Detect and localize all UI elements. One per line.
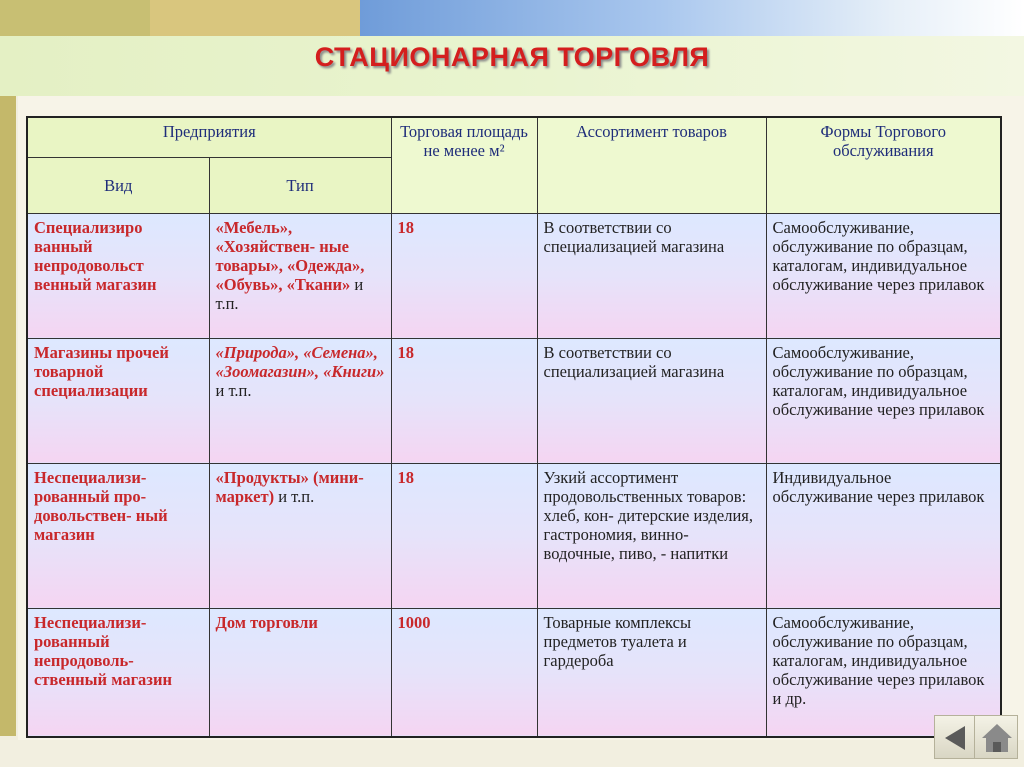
home-button[interactable] bbox=[974, 715, 1018, 759]
cell-assortment: В соответствии со специализацией магазина bbox=[537, 338, 766, 463]
cell-service: Самообслуживание, обслуживание по образцам, каталогам, индивидуальное обслуживание через прилавок bbox=[766, 213, 1001, 338]
cell-area: 18 bbox=[391, 338, 537, 463]
cell-type-suffix: и т.п. bbox=[215, 274, 364, 313]
cell-area: 18 bbox=[391, 463, 537, 608]
left-stripe-decoration bbox=[0, 96, 16, 736]
header-service: Формы Торгового обслуживания bbox=[766, 117, 1001, 213]
page-title: СТАЦИОНАРНАЯ ТОРГОВЛЯ bbox=[314, 42, 710, 72]
top-decoration-tan bbox=[150, 0, 360, 36]
trade-table bbox=[26, 116, 1002, 738]
cell-service: Самообслуживание, обслуживание по образцам, каталогам, индивидуальное обслуживание через прилавок bbox=[766, 338, 1001, 463]
top-decoration-gradient bbox=[360, 0, 1024, 36]
cell-type bbox=[209, 338, 391, 463]
top-decoration-olive bbox=[0, 0, 150, 36]
cell-type bbox=[209, 463, 391, 608]
cell-type-main: «Природа», «Семена», «Зоомагазин», «Книги» bbox=[215, 342, 385, 381]
cell-assortment: В соответствии со специализацией магазина bbox=[537, 213, 766, 338]
table-row bbox=[27, 608, 1001, 737]
cell-type-main: Дом торговли bbox=[215, 612, 318, 632]
cell-assortment: Товарные комплексы предметов туалета и гардероба bbox=[537, 608, 766, 737]
cell-type-suffix: и т.п. bbox=[215, 380, 252, 400]
bottom-decoration bbox=[0, 740, 1024, 767]
header-assortment: Ассортимент товаров bbox=[537, 117, 766, 213]
cell-type-suffix: и т.п. bbox=[274, 486, 315, 506]
cell-area: 1000 bbox=[391, 608, 537, 737]
cell-type bbox=[209, 213, 391, 338]
cell-kind: Магазины прочей товарной специализации bbox=[27, 338, 209, 463]
back-arrow-icon bbox=[935, 716, 979, 760]
cell-type-main: «Продукты» (мини-маркет) bbox=[215, 467, 364, 506]
cell-type bbox=[209, 608, 391, 737]
header-area-label: Торговая площадь не менее м² bbox=[400, 122, 528, 160]
cell-area: 18 bbox=[391, 213, 537, 338]
header-area bbox=[391, 117, 537, 213]
cell-kind: Специализиро ванный непродовольст венный магазин bbox=[27, 213, 209, 338]
cell-service: Самообслуживание, обслуживание по образцам, каталогам, индивидуальное обслуживание через прилавок и др. bbox=[766, 608, 1001, 737]
cell-kind: Неспециализи- рованный про- довольствен- ный магазин bbox=[27, 463, 209, 608]
home-icon bbox=[975, 716, 1019, 760]
table-row bbox=[27, 463, 1001, 608]
cell-service: Индивидуальное обслуживание через прилавок bbox=[766, 463, 1001, 608]
header-kind: Вид bbox=[27, 157, 209, 213]
table-row bbox=[27, 338, 1001, 463]
cell-kind: Неспециализи- рованный непродоволь- ственный магазин bbox=[27, 608, 209, 737]
header-type: Тип bbox=[209, 157, 391, 213]
cell-type-main: «Мебель», «Хозяйствен- ные товары», «Одежда», «Обувь», «Ткани» bbox=[215, 217, 365, 294]
back-button[interactable] bbox=[934, 715, 978, 759]
cell-assortment: Узкий ассортимент продовольственных товаров: хлеб, кон- дитерские изделия, гастрономия, винно- водочные, пиво, - напитки bbox=[537, 463, 766, 608]
header-enterprises: Предприятия bbox=[27, 117, 391, 157]
table-row bbox=[27, 213, 1001, 338]
